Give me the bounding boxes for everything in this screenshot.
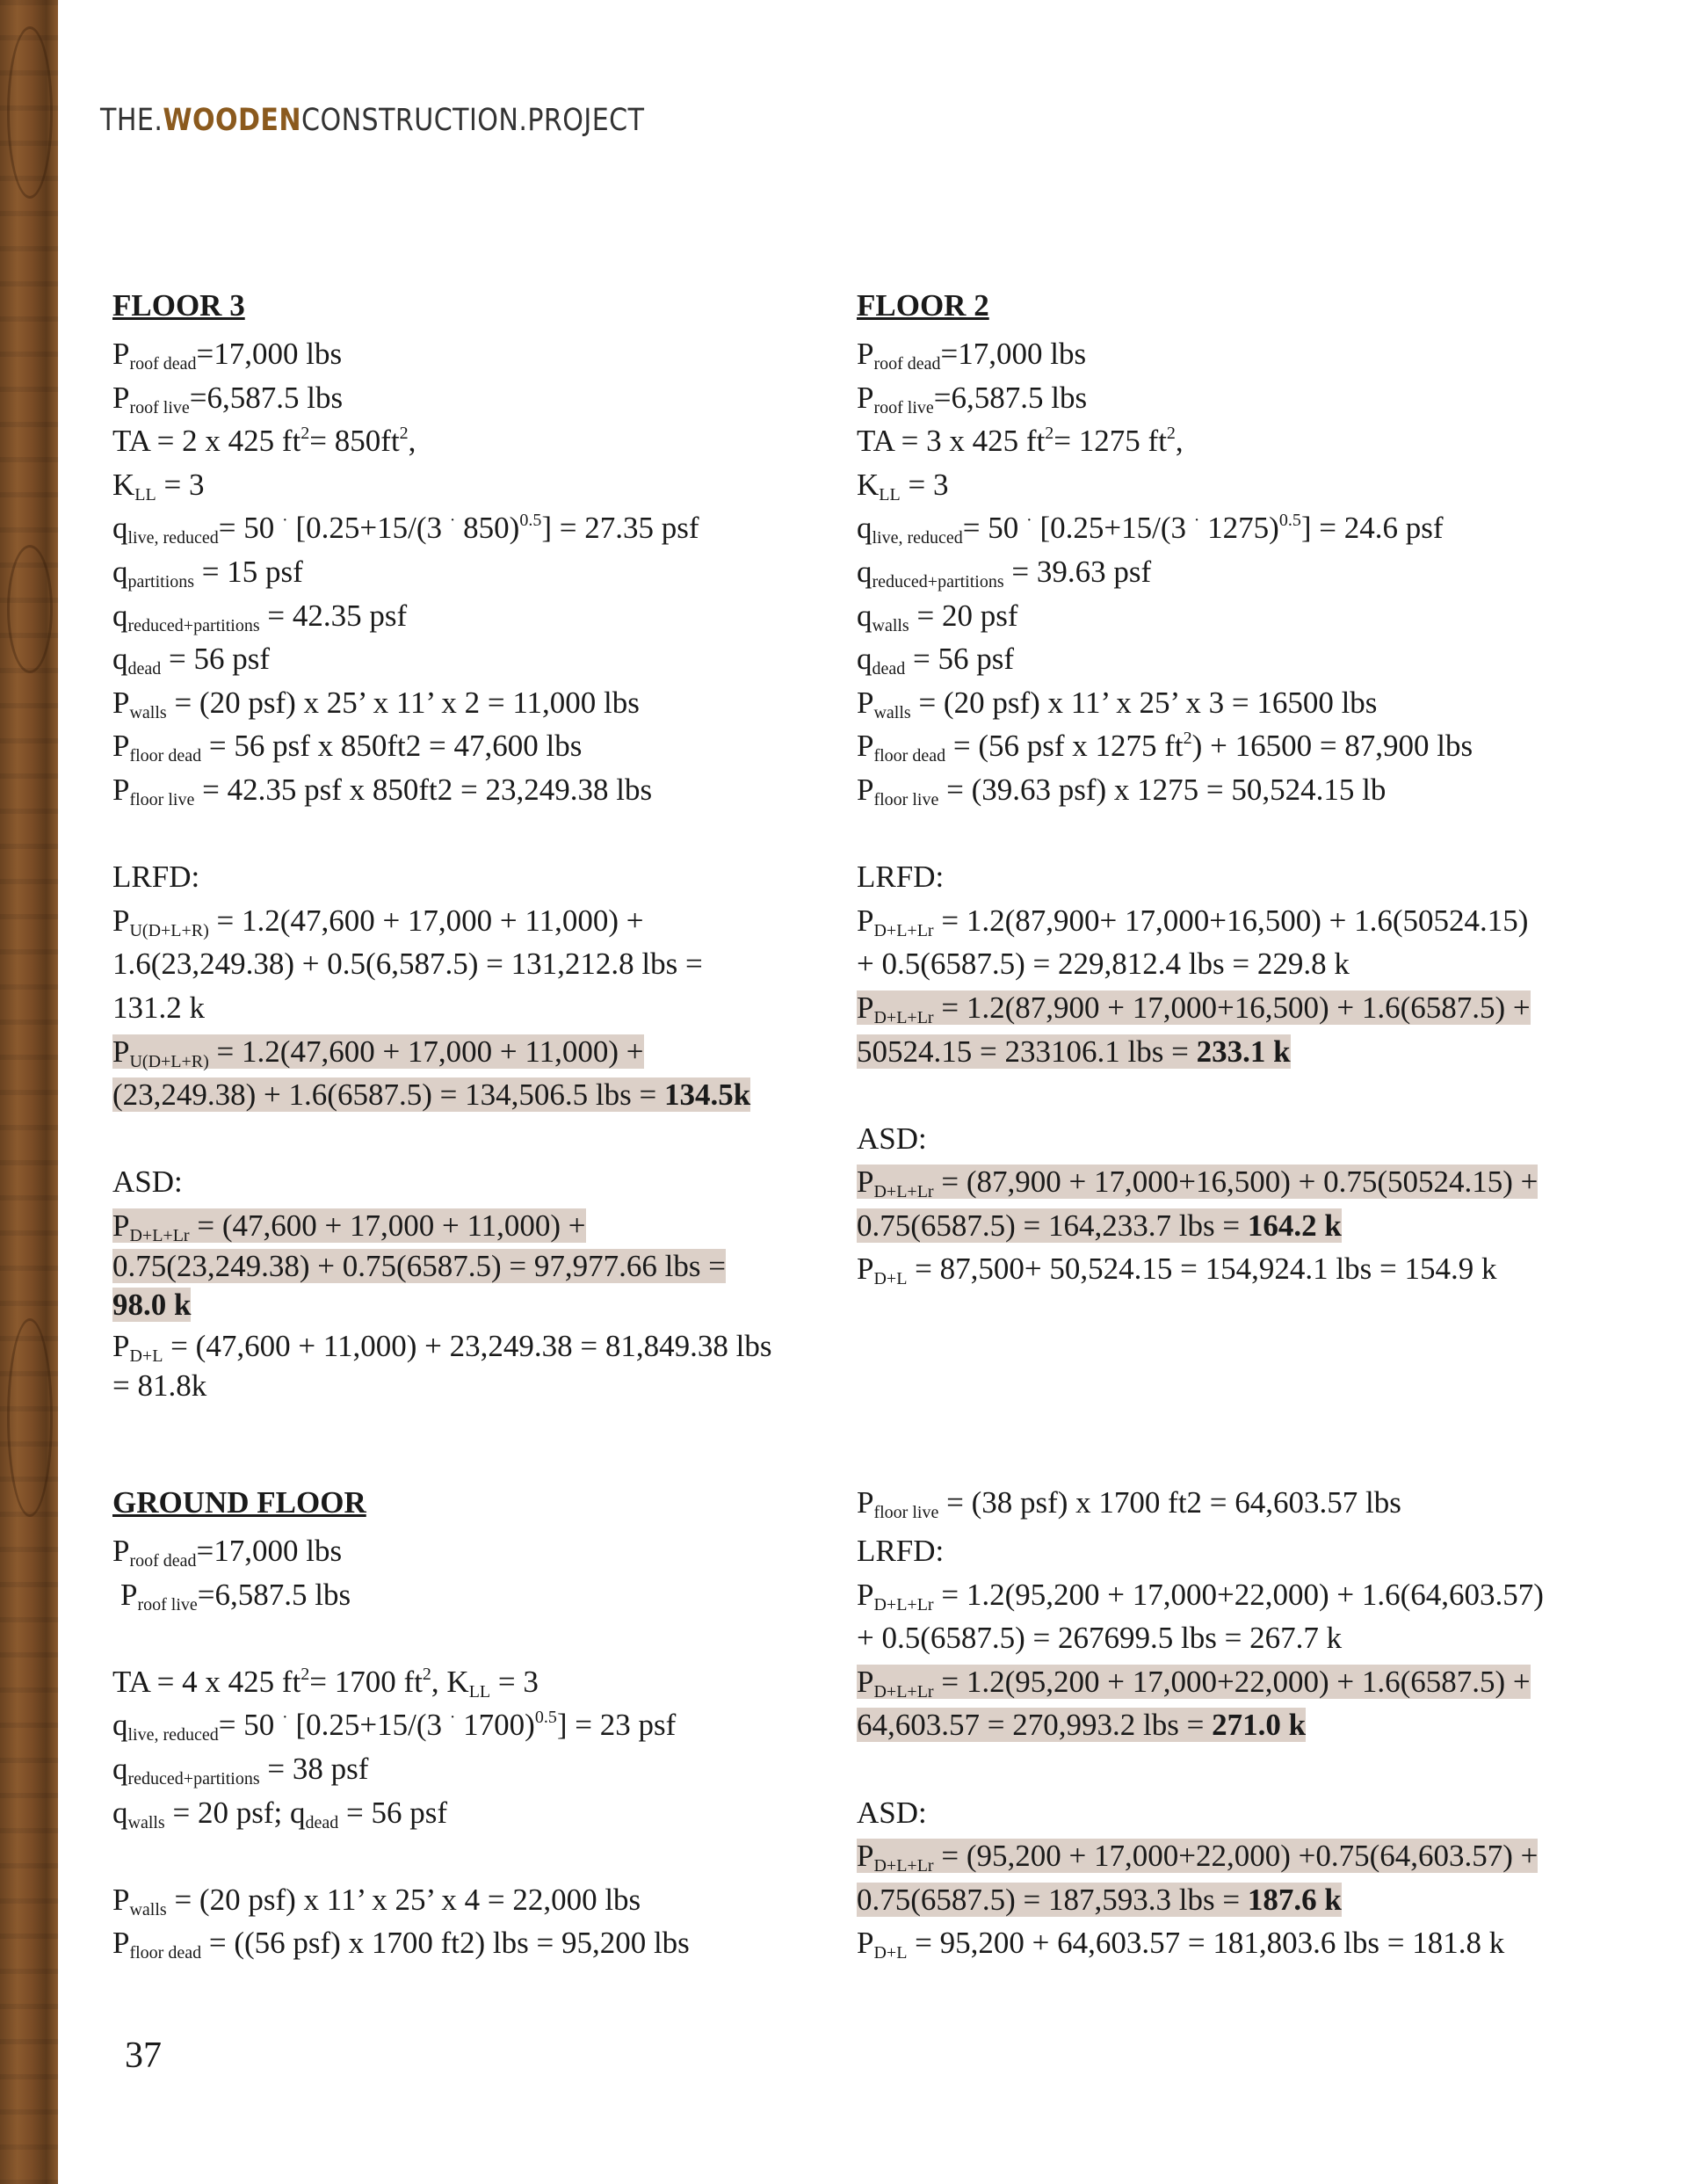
wood-grain-border (0, 0, 58, 2184)
eq-line: $P_{roof live}=6,587.5$ lbs (112, 380, 344, 417)
ground-floor-section-continued (857, 1485, 1604, 1965)
page-number: 37 (125, 2035, 162, 2076)
eq-line: $q_{reduced+partitions} = 39.63$ psf (857, 554, 1152, 591)
brand-prefix: THE. (100, 103, 163, 138)
eq-line: $q_{reduced+partitions} = 38$ psf (112, 1751, 369, 1789)
eq-line: 131.2 k (112, 990, 205, 1025)
ground-floor-section (112, 1485, 842, 1965)
eq-line: $P_{floor live} = (39.63$ psf) x 1275 = 50,524.15 lb (857, 772, 1387, 809)
eq-line: = 81.8k (112, 1368, 207, 1404)
highlighted-eq-line: $P_{D+L+Lr} = (87,900 + 17,000+16,500) + 0.75(50524.15)$ + (857, 1165, 1539, 1202)
ground-floor-title: GROUND FLOOR (112, 1485, 366, 1520)
eq-line: TA = 4 x 425 $ft^2= 1700$ $ft^2$, $K_{LL} = 3$ (112, 1664, 539, 1701)
eq-line: $q_{dead} = 56$ psf (857, 642, 1015, 679)
eq-line: $P_{D+L} = 95,200 + 64,603.57 = 181,803.6$ lbs = 181.8 k (857, 1926, 1505, 1963)
eq-line: $q_{dead} = 56$ psf (112, 642, 271, 679)
highlighted-eq-line: (23,249.38) + 1.6(6587.5) = 134,506.5 lbs = 134.5k (112, 1077, 751, 1113)
brand-accent: WOODEN (163, 103, 302, 138)
highlighted-eq-line: 0.75(6587.5) = 187,593.3 lbs = 187.6 k (857, 1882, 1342, 1917)
eq-line: $P_{floor live} = 42.35$ psf x 850ft2 = 23,249.38 lbs (112, 772, 653, 809)
eq-line: $P_{roof live}=6,587.5$ lbs (120, 1577, 351, 1614)
eq-line: $P_{D+L} = (47,600 + 11,000) + 23,249.38 = 81,849.38$ lbs (112, 1329, 772, 1367)
eq-line: $P_{roof dead}=17,000$ lbs (112, 337, 343, 374)
eq-line: TA = 3 x 425 $ft^2= 1275$ $ft^2$, (857, 424, 1184, 459)
eq-line: $q_{live, reduced}= 50$ · [0.25+15/(3 · 1700)$^{0.5}$] = 23 psf (112, 1708, 677, 1745)
eq-line: $P_{roof dead}=17,000$ lbs (857, 337, 1087, 374)
highlighted-eq-line: $P_{D+L+Lr} = 1.2(95,200 + 17,000+22,000) + 1.6(6587.5)$ + (857, 1664, 1531, 1701)
eq-line: $P_{D+L} = 87,500+ 50,524.15 = 154,924.1$ lbs = 154.9 k (857, 1252, 1497, 1289)
eq-line: $q_{reduced+partitions} = 42.35$ psf (112, 598, 408, 635)
eq-line: $P_{floor dead} = 56$ psf x 850ft2 = 47,600 lbs (112, 729, 583, 766)
eq-line: $P_{walls} = (20$ psf) x 11’ x 25’ x 3 = 16500 lbs (857, 685, 1378, 722)
eq-line: $q_{live, reduced}= 50$ · [0.25+15/(3 · 1275)$^{0.5}$] = 24.6 psf (857, 511, 1444, 548)
wood-knot-decoration (7, 1318, 53, 1517)
eq-line: $q_{walls} = 20$ psf; $q_{dead} = 56$ psf (112, 1795, 447, 1832)
eq-line: $P_{roof dead}=17,000$ lbs (112, 1534, 343, 1571)
wood-knot-decoration (7, 26, 53, 199)
highlighted-eq-line: 0.75(6587.5) = 164,233.7 lbs = 164.2 k (857, 1208, 1342, 1243)
floor3-title: FLOOR 3 (112, 288, 245, 323)
highlighted-eq-line: 50524.15 = 233106.1 lbs = 233.1 k (857, 1034, 1291, 1069)
lrfd-heading: LRFD: (112, 860, 200, 895)
eq-line: $q_{live, reduced}= 50$ · [0.25+15/(3 · 850)$^{0.5}$] = 27.35 psf (112, 511, 699, 548)
highlighted-eq-line: 98.0 k (112, 1288, 192, 1323)
eq-line: 1.6(23,249.38) + 0.5(6,587.5) = 131,212.8 lbs = (112, 947, 703, 982)
asd-heading: ASD: (112, 1165, 183, 1200)
eq-line: $P_{roof live}=6,587.5$ lbs (857, 380, 1088, 417)
highlighted-eq-line: $P_{D+L+Lr} = (47,600 + 17,000 + 11,000)$ + (112, 1208, 586, 1245)
eq-line: $P_{walls} = (20$ psf) x 25’ x 11’ x 2 = 11,000 lbs (112, 685, 640, 722)
eq-line: $K_{LL} = 3$ (857, 467, 949, 504)
eq-line: $K_{LL} = 3$ (112, 467, 205, 504)
floor2-title: FLOOR 2 (857, 288, 989, 323)
eq-line: $P_{D+L+Lr} = 1.2(95,200 + 17,000+22,000) + 1.6(64,603.57)$ (857, 1577, 1544, 1614)
wood-knot-decoration (7, 545, 53, 673)
floor3-section (112, 288, 842, 1404)
eq-line: $P_{floor live} = (38$ psf) x 1700 ft2 = 64,603.57 lbs (857, 1485, 1401, 1522)
highlighted-eq-line: 64,603.57 = 270,993.2 lbs = 271.0 k (857, 1708, 1307, 1743)
highlighted-eq-line: $P_{D+L+Lr} = 1.2(87,900 + 17,000+16,500) + 1.6(6587.5)$ + (857, 990, 1531, 1027)
eq-line: $q_{partitions} = 15$ psf (112, 554, 303, 591)
brand-suffix: CONSTRUCTION.PROJECT (301, 103, 645, 138)
eq-line: $P_{D+L+Lr} = 1.2(87,900+ 17,000+16,500) + 1.6(50524.15)$ (857, 903, 1529, 940)
eq-line: $P_{floor dead} = ((56$ psf) x 1700 ft2) lbs = 95,200 lbs (112, 1926, 690, 1963)
eq-line: $q_{walls} = 20$ psf (857, 598, 1018, 635)
highlighted-eq-line: $P_{U(D+L+R)} = 1.2(47,600 + 17,000 + 11,000)$ + (112, 1034, 644, 1071)
asd-heading: ASD: (857, 1795, 927, 1830)
brand-header (100, 103, 644, 138)
eq-line: $P_{walls} = (20$ psf) x 11’ x 25’ x 4 = 22,000 lbs (112, 1882, 641, 1919)
floor2-section (857, 288, 1604, 1291)
eq-line: $P_{floor dead} = (56$ psf x 1275 $ft^2) + 16500 = 87,900$ lbs (857, 729, 1473, 766)
asd-heading: ASD: (857, 1121, 927, 1156)
highlighted-eq-line: $P_{D+L+Lr} = (95,200 + 17,000+22,000) +0.75(64,603.57)$ + (857, 1839, 1539, 1876)
lrfd-heading: LRFD: (857, 1534, 945, 1568)
lrfd-heading: LRFD: (857, 860, 945, 895)
eq-line: + 0.5(6587.5) = 267699.5 lbs = 267.7 k (857, 1621, 1343, 1656)
eq-line: + 0.5(6587.5) = 229,812.4 lbs = 229.8 k (857, 947, 1350, 982)
highlighted-eq-line: 0.75(23,249.38) + 0.75(6587.5) = 97,977.66 lbs = (112, 1249, 726, 1284)
eq-line: $P_{U(D+L+R)} = 1.2(47,600 + 17,000 + 11,000)$ + (112, 903, 644, 940)
eq-line: TA = 2 x 425 $ft^2= 850ft^2$, (112, 424, 416, 459)
